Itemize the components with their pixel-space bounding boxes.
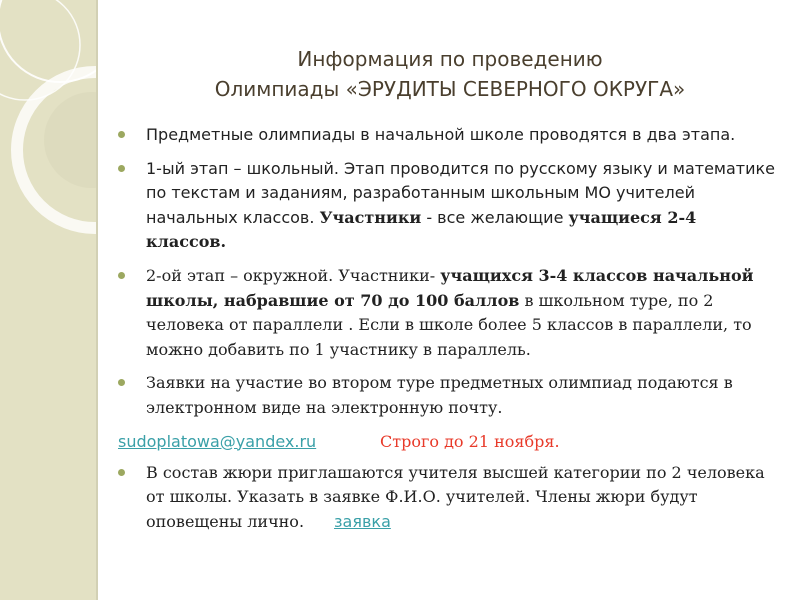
bullet-dot-icon [118, 469, 125, 476]
participants-label: Участники [319, 207, 422, 227]
application-link[interactable]: заявка [334, 511, 391, 531]
stage2-text: 2-ой этап – окружной. Участники- [146, 265, 441, 285]
list-item [118, 264, 780, 362]
email-link[interactable]: sudoplatowa@yandex.ru [118, 431, 317, 451]
stage2-details: в школьном туре, по 2 человека от параллели . Если в школе более 5 классов в параллели, то можно добавить по 1 участнику в параллель. [146, 290, 752, 359]
participants-classes: учащиеся 2-4 классов. [146, 207, 697, 252]
list-item [118, 461, 780, 535]
decorative-circles [0, 0, 96, 600]
bullet-text: Предметные олимпиады в начальной школе проводятся в два этапа. [146, 125, 736, 144]
sidebar-divider [96, 0, 98, 600]
bullet-text [146, 461, 780, 535]
bullet-dot-icon [118, 379, 125, 386]
bullet-text [146, 157, 780, 255]
title-line-2: Олимпиады «ЭРУДИТЫ СЕВЕРНОГО ОКРУГА» [214, 77, 686, 101]
bullet-dot-icon [118, 165, 125, 172]
title-line-1: Информация по проведению [297, 47, 603, 71]
decorative-sidebar [0, 0, 96, 600]
contact-line [118, 430, 780, 457]
list-item [118, 371, 780, 420]
bullet-text [146, 264, 780, 362]
participants-text: - все желающие [421, 207, 569, 227]
list-item [118, 157, 780, 255]
bullet-dot-icon [118, 272, 125, 279]
bullet-text: Заявки на участие во втором туре предметных олимпиад подаются в электронном виде на электронную почту. [146, 373, 733, 417]
list-item [118, 123, 780, 148]
slide-content [118, 123, 780, 543]
deadline-text: Строго до 21 ноября. [380, 431, 560, 451]
bullet-dot-icon [118, 131, 125, 138]
stage1-text: 1-ый этап – школьный. Этап проводится по русскому языку и математике по текстам и заданиям, разработанным школьным МО учителей начальных классов. [146, 158, 776, 227]
slide-title [100, 44, 800, 104]
jury-text: В состав жюри приглашаются учителя высшей категории по 2 человека от школы. Указать в заявке Ф.И.О. учителей. Члены жюри будут оповещены лично. [146, 462, 765, 531]
stage2-participants: учащихся 3-4 классов начальной школы, набравшие от 70 до 100 баллов [146, 265, 754, 310]
